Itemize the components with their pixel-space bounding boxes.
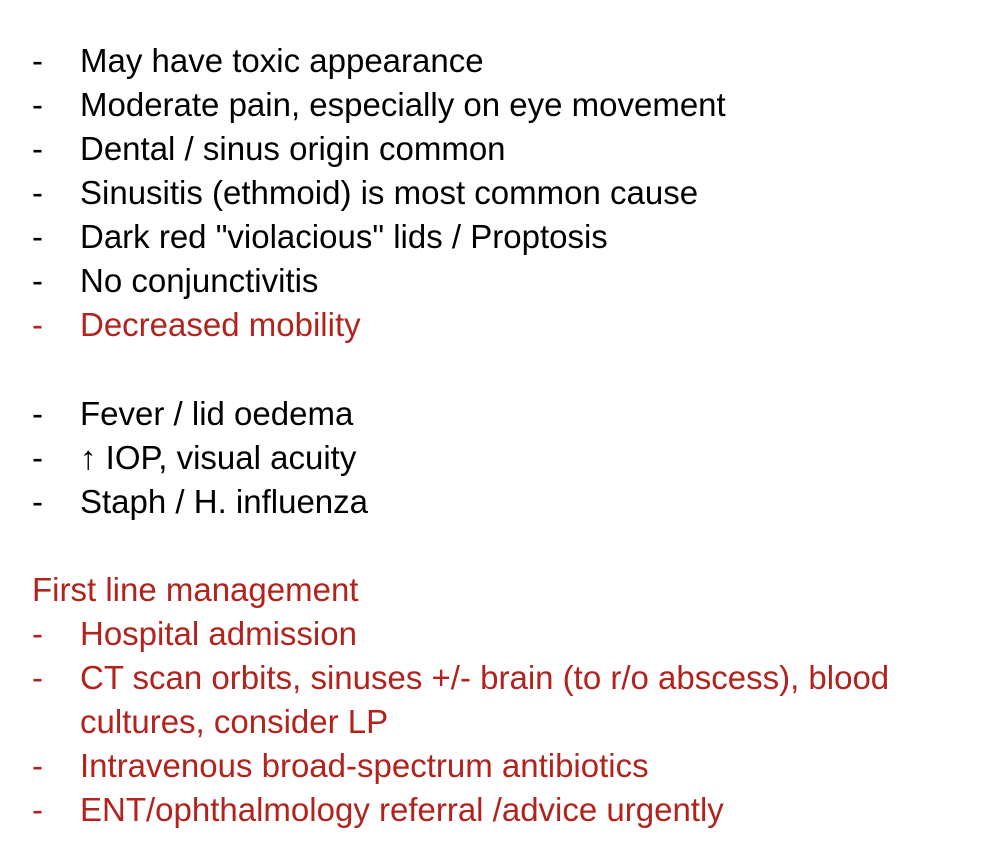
list-item — [32, 127, 982, 171]
clinical-features-list — [32, 39, 982, 347]
bullet-dash: - — [32, 791, 43, 828]
list-item — [32, 612, 982, 656]
list-item-text: Dark red "violacious" lids / Proptosis — [80, 218, 608, 255]
bullet-dash: - — [32, 130, 43, 167]
bullet-dash: - — [32, 747, 43, 784]
list-item-text: CT scan orbits, sinuses +/- brain (to r/o abscess), blood cultures, consider LP — [80, 659, 890, 740]
list-item — [32, 480, 982, 524]
list-item — [32, 744, 982, 788]
list-item — [32, 656, 982, 744]
list-item-text: Decreased mobility — [80, 306, 361, 343]
list-item-text: No conjunctivitis — [80, 262, 319, 299]
signs-list — [32, 392, 982, 524]
bullet-dash: - — [32, 218, 43, 255]
list-item-text: Dental / sinus origin common — [80, 130, 506, 167]
bullet-dash: - — [32, 659, 43, 696]
list-item — [32, 788, 982, 832]
list-item — [32, 171, 982, 215]
list-item-text: May have toxic appearance — [80, 42, 484, 79]
list-item — [32, 392, 982, 436]
bullet-dash: - — [32, 439, 43, 476]
list-item — [32, 259, 982, 303]
list-item-text: Intravenous broad-spectrum antibiotics — [80, 747, 649, 784]
bullet-dash: - — [32, 86, 43, 123]
bullet-dash: - — [32, 615, 43, 652]
list-item — [32, 436, 982, 480]
list-item-text: Sinusitis (ethmoid) is most common cause — [80, 174, 699, 211]
bullet-dash: - — [32, 483, 43, 520]
bullet-dash: - — [32, 42, 43, 79]
list-item-text: Fever / lid oedema — [80, 395, 354, 432]
list-item-highlighted — [32, 303, 982, 347]
bullet-dash: - — [32, 174, 43, 211]
bullet-dash: - — [32, 395, 43, 432]
list-item-text: Moderate pain, especially on eye movement — [80, 86, 726, 123]
list-item — [32, 39, 982, 83]
list-item-text: ↑ IOP, visual acuity — [80, 439, 357, 476]
list-item-text: Staph / H. influenza — [80, 483, 369, 520]
list-item-text: Hospital admission — [80, 615, 357, 652]
list-item — [32, 83, 982, 127]
management-heading: First line management — [32, 571, 359, 608]
list-item-text: ENT/ophthalmology referral /advice urgently — [80, 791, 724, 828]
list-item — [32, 215, 982, 259]
bullet-dash: - — [32, 306, 43, 343]
management-list — [32, 612, 982, 832]
bullet-dash: - — [32, 262, 43, 299]
